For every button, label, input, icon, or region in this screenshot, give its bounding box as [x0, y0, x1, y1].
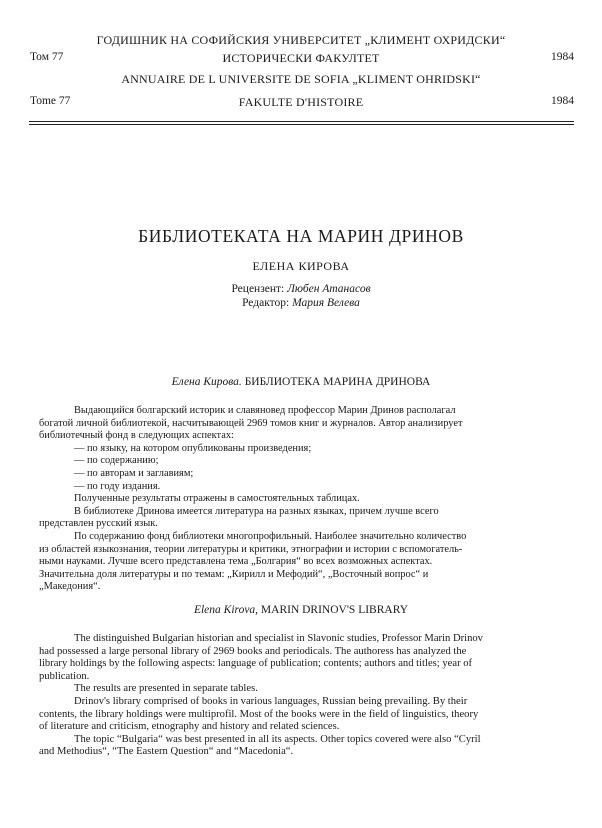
abstract-en-line: of literature and criticism, etnography and history and related sciences.: [39, 721, 340, 733]
abstract-ru-line: — по году издания.: [74, 480, 161, 492]
abstract-ru-line: „Македония“.: [39, 581, 101, 593]
abstract-en-line: contents, the library holdings were multiprofil. Most of the books were in the field of linguistics, theory: [39, 708, 479, 720]
abstract-ru-line: По содержанию фонд библиотеки многопрофильный. Наиболее значительно количество: [74, 530, 467, 542]
abstract-ru-body: [39, 405, 559, 594]
abstract-ru-line: богатой личной библиотекой, насчитывающей 2969 томов книг и журналов. Автор анализирует: [39, 417, 463, 429]
abstract-ru-title: БИБЛИОТЕКА МАРИНА ДРИНОВА: [244, 376, 431, 388]
year-bg: 1984: [551, 51, 574, 63]
abstract-en-line: library holdings by the following aspects: language of publication; contents; authors and titles; year of: [39, 658, 473, 670]
abstract-en-line: The results are presented in separate tables.: [74, 683, 258, 695]
abstract-ru-line: представлен русский язык.: [39, 518, 158, 530]
abstract-en-title: MARIN DRINOV'S LIBRARY: [260, 604, 409, 616]
editor-name: Мария Велева: [292, 297, 360, 309]
article-author: ЕЛЕНА КИРОВА: [252, 259, 350, 273]
abstract-en-line: The distinguished Bulgarian historian and specialist in Slavonic studies, Professor Marin Drinov: [74, 633, 483, 644]
abstract-en-line: and Methodius“, “The Eastern Question“ and “Macedonia“.: [39, 746, 294, 758]
article-title: БИБЛИОТЕКАТА НА МАРИН ДРИНОВ: [138, 226, 464, 246]
abstract-ru-line: из областей языкознания, теории литературы и критики, этнографии и истории с вспомогатель-: [39, 543, 463, 555]
abstract-en-line: had possessed a large personal library of 2969 books and periodicals. The authoress has analyzed the: [39, 645, 467, 657]
editor-label: Редактор:: [242, 297, 290, 309]
abstract-ru-line: Полученные результаты отражены в самостоятельных таблицах.: [74, 493, 360, 505]
faculty-bg: ИСТОРИЧЕСКИ ФАКУЛТЕТ: [222, 51, 380, 65]
editor-line: [0, 297, 602, 309]
header-rule-bottom: [29, 124, 574, 125]
volume-bg: Том 77: [30, 51, 64, 63]
header-rule-top: [29, 121, 574, 122]
reviewer-line: [0, 283, 602, 295]
abstract-en-line: Drinov's library comprised of books in various languages, Russian being prevailing. By their: [74, 695, 468, 707]
abstract-ru-line: В библиотеке Дринова имеется литература на разных языках, причем лучше всего: [74, 505, 439, 517]
abstract-en-heading: [0, 604, 602, 616]
abstract-ru-line: — по содержанию;: [74, 455, 159, 467]
abstract-ru-line: — по авторам и заглавиям;: [74, 467, 194, 479]
journal-title-bg: ГОДИШНИК НА СОФИЙСКИЯ УНИВЕРСИТЕТ „КЛИМЕНТ ОХРИДСКИ“: [96, 33, 506, 47]
abstract-ru-line: библиотечный фонд в следующих аспектах:: [39, 430, 234, 442]
journal-title-fr: ANNUAIRE DE L UNIVERSITE DE SOFIA „KLIMENT OHRIDSKI“: [121, 72, 481, 86]
abstract-ru-line: Значительна доля литературы и по темам: „Кирилл и Мефодий“, „Восточный вопрос“ и: [39, 568, 429, 580]
abstract-en-body: [39, 633, 559, 759]
abstract-ru-line: — по языку, на котором опубликованы произведения;: [74, 442, 312, 454]
abstract-ru-line: ными науками. Лучше всего представлена тема „Болгария“ во всех возможных аспектах.: [39, 556, 433, 568]
abstract-en-line: publication.: [39, 670, 90, 682]
year-fr: 1984: [551, 95, 574, 107]
abstract-ru-line: Выдающийся болгарский историк и славяновед профессор Марин Дринов располагал: [74, 405, 456, 416]
volume-fr: Tome 77: [30, 95, 71, 107]
abstract-ru-heading: [0, 376, 602, 388]
abstract-ru-author: Елена Кирова.: [171, 376, 242, 388]
abstract-en-author: Elena Kirova,: [193, 604, 259, 616]
reviewer-name: Любен Атанасов: [287, 283, 371, 295]
faculty-fr: FAKULTE D'HISTOIRE: [238, 95, 364, 109]
abstract-en-line: The topic “Bulgaria“ was best presented in all its aspects. Other topics covered were also “Cyril: [74, 733, 481, 745]
reviewer-label: Рецензент:: [231, 283, 285, 295]
